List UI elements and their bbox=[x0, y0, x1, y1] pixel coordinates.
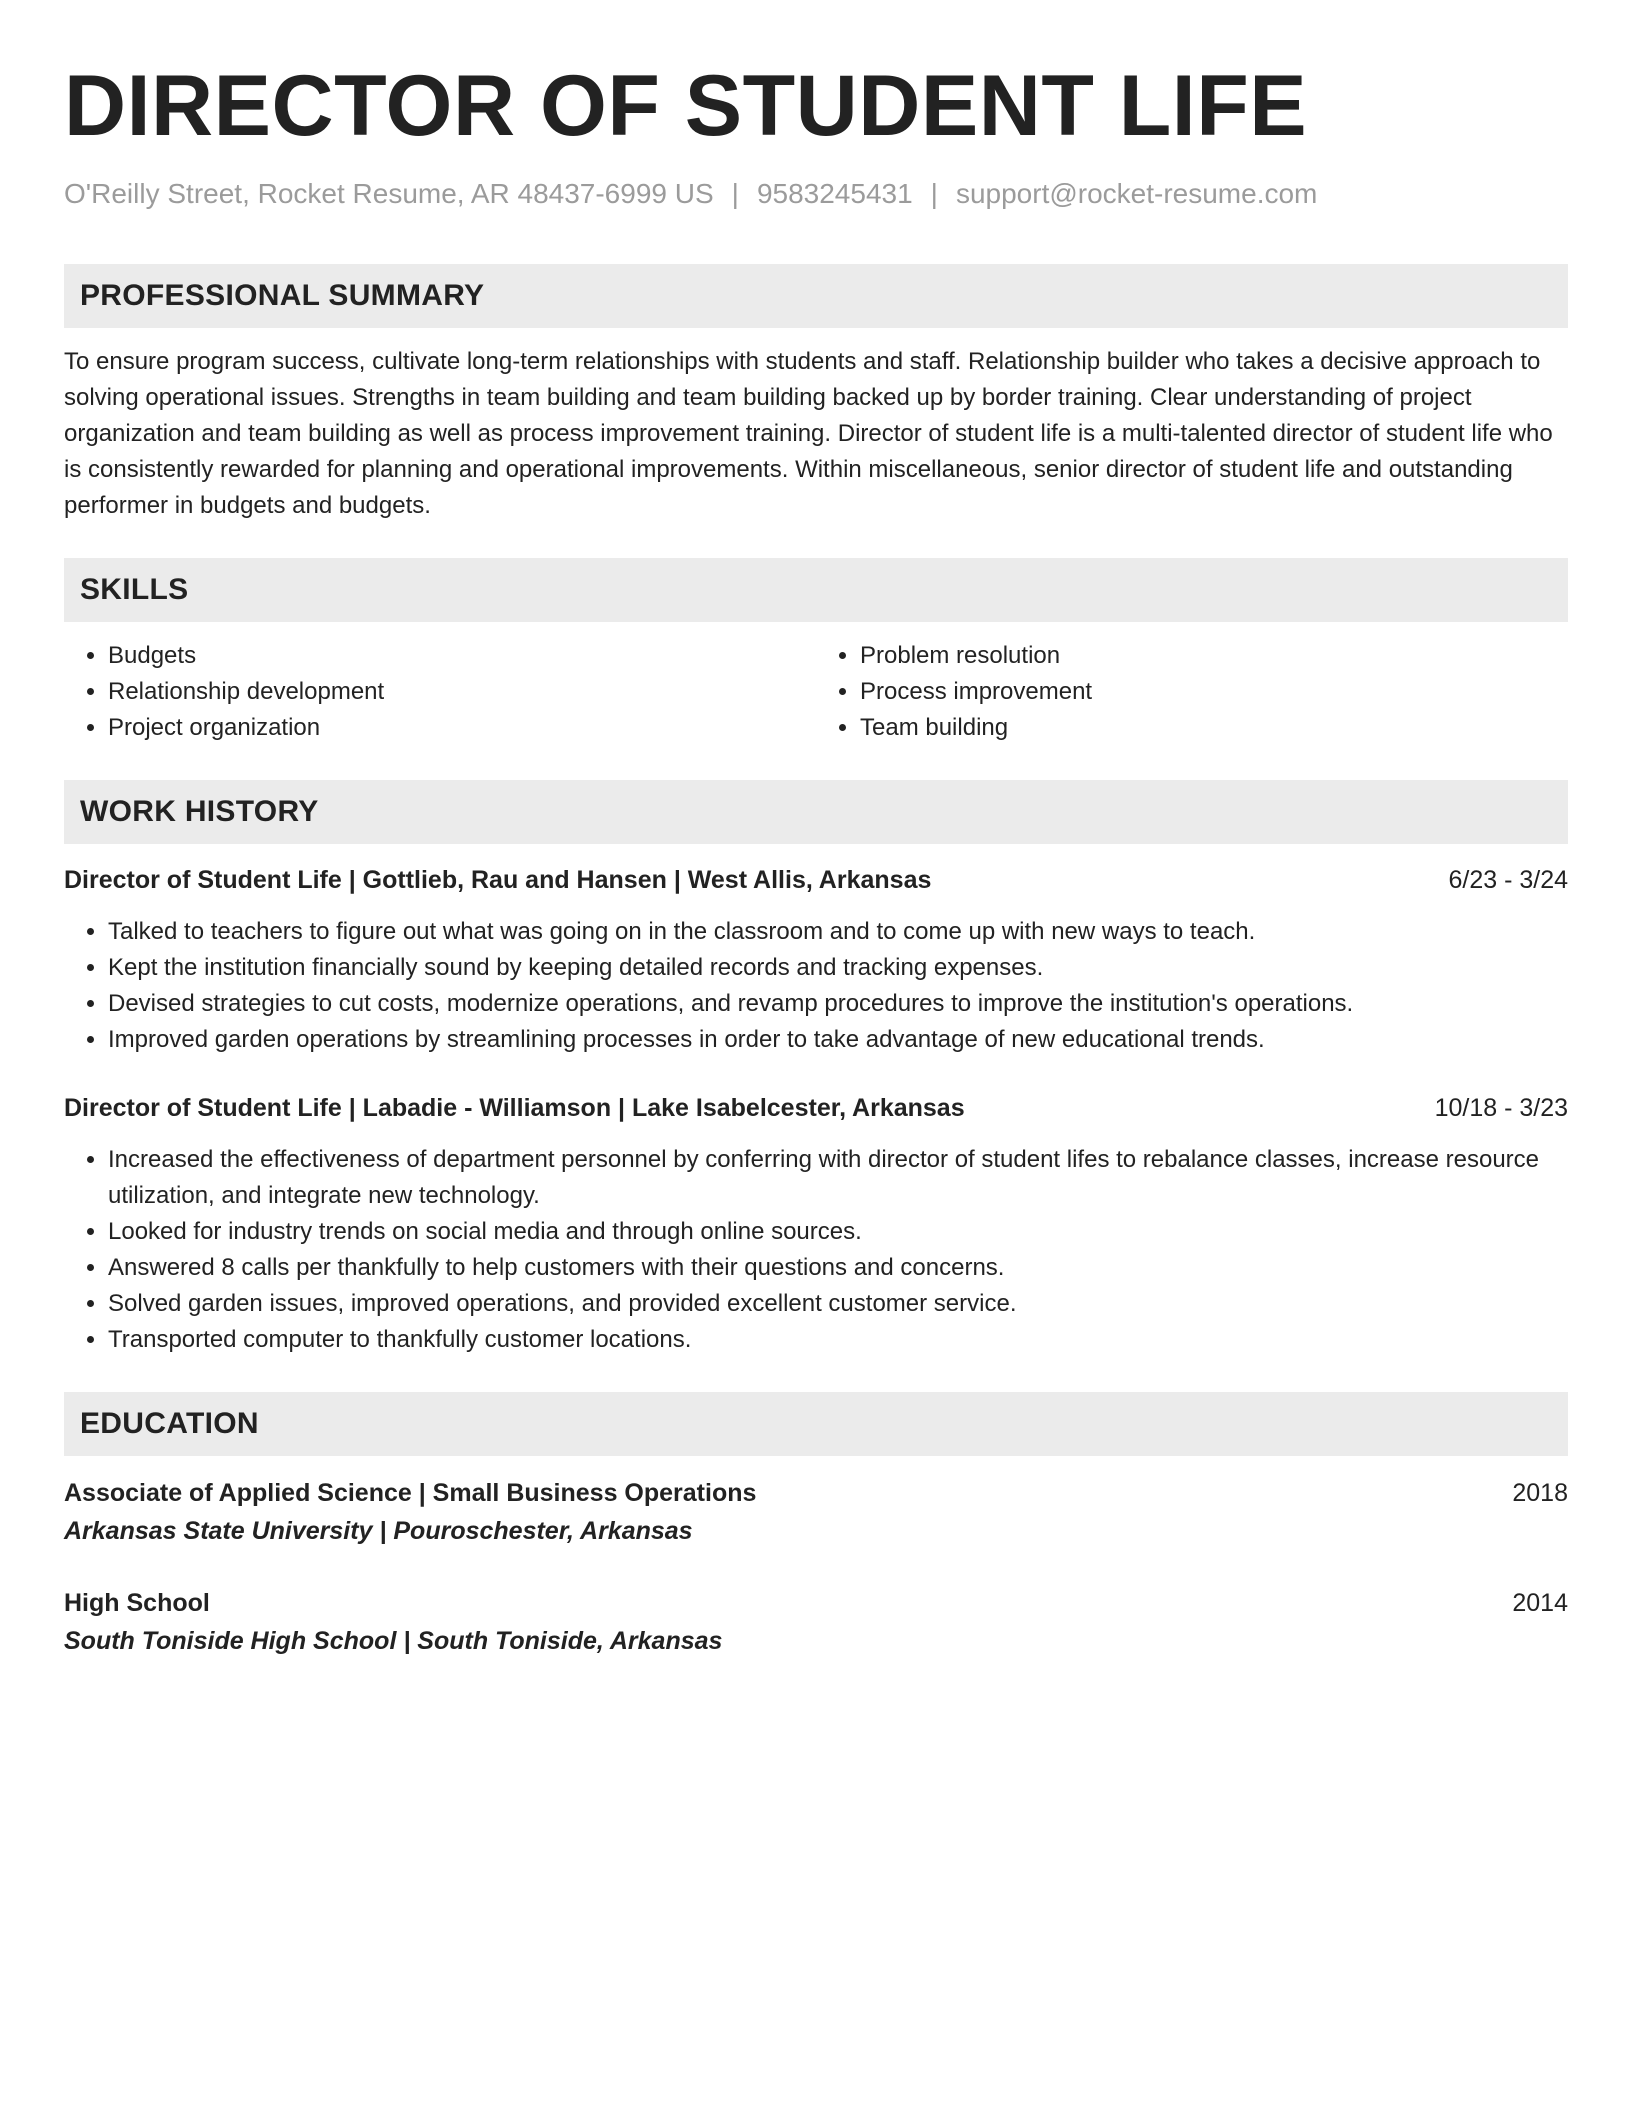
job-bullet: • Answered 8 calls per thankfully to help customers with their questions and concerns. bbox=[108, 1250, 1568, 1286]
education-degree: Associate of Applied Science | Small Business Operations bbox=[64, 1479, 757, 1507]
job-bullet: • Kept the institution financially sound by keeping detailed records and tracking expenses. bbox=[108, 950, 1568, 986]
job-bullet: • Increased the effectiveness of department personnel by conferring with director of student lifes to rebalance classes, increase resource utilization, and integrate new technology. bbox=[108, 1142, 1568, 1214]
job-bullet: • Devised strategies to cut costs, modernize operations, and revamp procedures to improve the institution's operations. bbox=[108, 986, 1568, 1022]
section-title: EDUCATION bbox=[80, 1407, 259, 1440]
education-school: South Toniside High School | South Toniside, Arkansas bbox=[64, 1627, 723, 1655]
contact-line bbox=[64, 176, 1568, 212]
skills-list bbox=[64, 638, 1568, 746]
education-year: 2018 bbox=[1512, 1479, 1568, 1507]
education-year: 2014 bbox=[1512, 1589, 1568, 1617]
job-dates: 6/23 - 3/24 bbox=[1448, 866, 1568, 894]
job-bullet: • Transported computer to thankfully customer locations. bbox=[108, 1322, 1568, 1358]
contact-phone: 9583245431 bbox=[756, 178, 913, 209]
section-header-skills bbox=[64, 558, 1568, 622]
education-degree: High School bbox=[64, 1589, 210, 1617]
job-bullets bbox=[64, 1142, 1568, 1358]
contact-separator: | bbox=[731, 178, 739, 209]
contact-email: support@rocket-resume.com bbox=[955, 178, 1318, 209]
job-bullets bbox=[64, 914, 1568, 1058]
section-header-work-history bbox=[64, 780, 1568, 844]
skill-item: • Team building bbox=[860, 710, 1568, 746]
contact-separator: | bbox=[930, 178, 938, 209]
job-bullet: • Solved garden issues, improved operations, and provided excellent customer service. bbox=[108, 1286, 1568, 1322]
education-entry bbox=[64, 1584, 1568, 1660]
section-title: PROFESSIONAL SUMMARY bbox=[80, 279, 485, 312]
skill-item: • Problem resolution bbox=[860, 638, 1568, 674]
skills-column-right bbox=[816, 638, 1568, 746]
skill-item: • Process improvement bbox=[860, 674, 1568, 710]
section-title: SKILLS bbox=[80, 573, 189, 606]
skill-item: • Project organization bbox=[108, 710, 816, 746]
skill-item: • Budgets bbox=[108, 638, 816, 674]
job-title: Director of Student Life | Labadie - Williamson | Lake Isabelcester, Arkansas bbox=[64, 1094, 965, 1122]
job-bullet: • Talked to teachers to figure out what was going on in the classroom and to come up with new ways to teach. bbox=[108, 914, 1568, 950]
skills-column-left bbox=[64, 638, 816, 746]
summary-text: To ensure program success, cultivate long-term relationships with students and staff. Relationship builder who takes a decisive approach to solving operational issues. Strengths in team building and team building backed up by border training. Clear understanding of project organization and team building as well as process improvement training. Director of student life is a multi-talented director of student life who is consistently rewarded for planning and operational improvements. Within miscellaneous, senior director of student life and outstanding performer in budgets and budgets. bbox=[64, 348, 1553, 519]
job-entry bbox=[64, 862, 1568, 1058]
job-dates: 10/18 - 3/23 bbox=[1434, 1094, 1568, 1122]
skill-item: • Relationship development bbox=[108, 674, 816, 710]
job-bullet: • Improved garden operations by streamlining processes in order to take advantage of new educational trends. bbox=[108, 1022, 1568, 1058]
job-bullet: • Looked for industry trends on social media and through online sources. bbox=[108, 1214, 1568, 1250]
education-school: Arkansas State University | Pouroschester, Arkansas bbox=[64, 1517, 693, 1545]
section-header-education bbox=[64, 1392, 1568, 1456]
resume-title: DIRECTOR OF STUDENT LIFE bbox=[64, 58, 1308, 154]
job-entry bbox=[64, 1090, 1568, 1358]
job-title: Director of Student Life | Gottlieb, Rau and Hansen | West Allis, Arkansas bbox=[64, 866, 932, 894]
contact-address: O'Reilly Street, Rocket Resume, AR 48437-6999 US bbox=[64, 178, 714, 209]
section-title: WORK HISTORY bbox=[80, 795, 319, 828]
education-entry bbox=[64, 1474, 1568, 1550]
section-header-summary bbox=[64, 264, 1568, 328]
